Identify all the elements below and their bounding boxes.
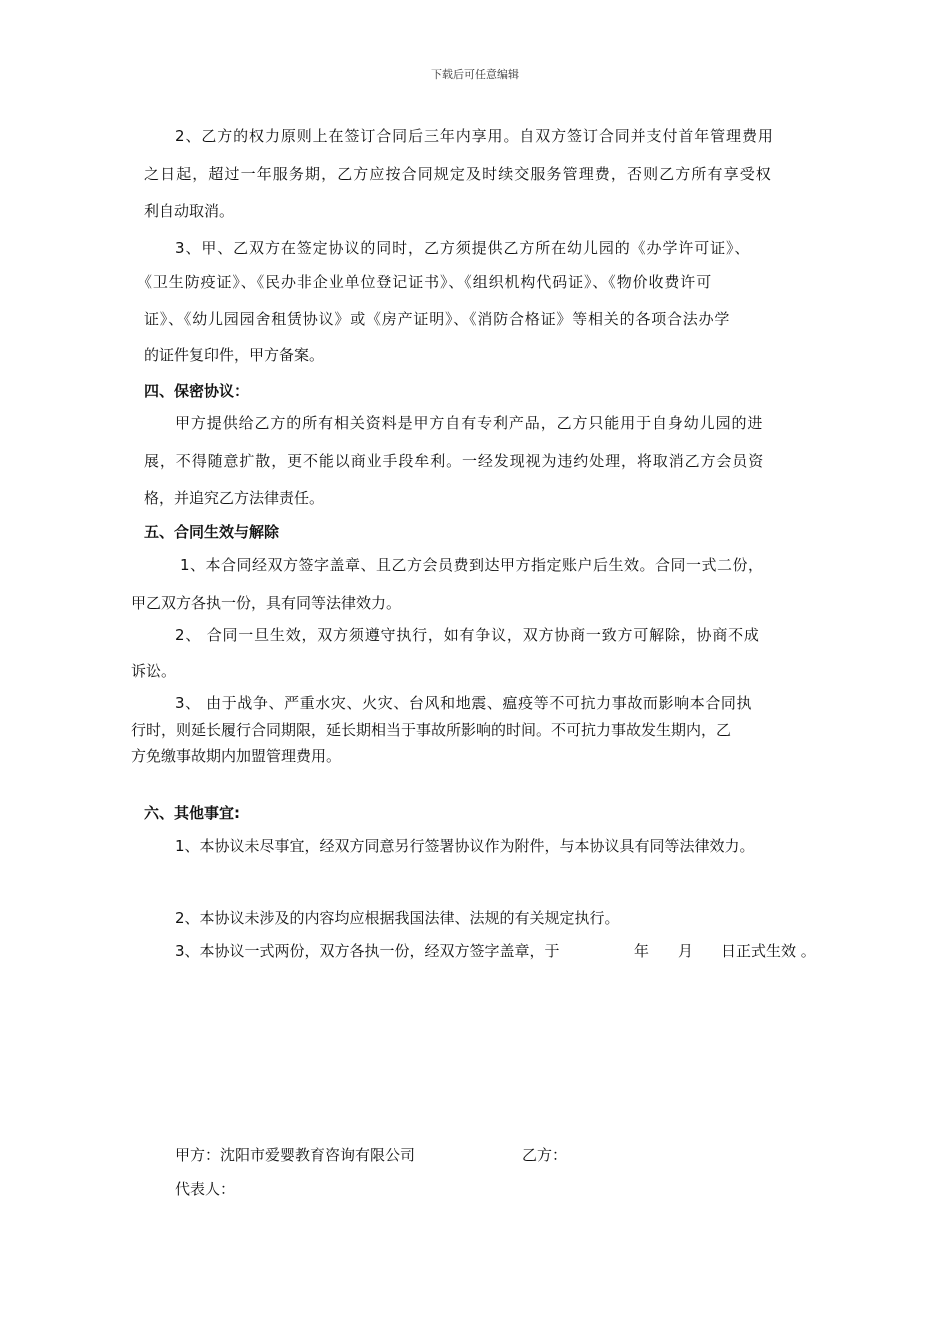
paragraph-line: 诉讼。 [131, 662, 177, 680]
date-year-label: 年 [634, 942, 650, 960]
paragraph-line: 之日起，超过一年服务期，乙方应按合同规定及时续交服务管理费，否则乙方所有享受权 [144, 165, 772, 183]
paragraph-line: 甲方提供给乙方的所有相关资料是甲方自有专利产品，乙方只能用于自身幼儿园的进 [175, 414, 764, 432]
paragraph-line: 甲乙双方各执一份，具有同等法律效力。 [131, 594, 402, 612]
paragraph-line: 日正式生效 。 [721, 942, 816, 960]
paragraph-line: 1、本合同经双方签字盖章、且乙方会员费到达甲方指定账户后生效。合同一式二份， [180, 556, 764, 574]
section-heading: 六、其他事宜: [144, 804, 240, 822]
paragraph-line: 的证件复印件，甲方备案。 [144, 346, 325, 364]
paragraph-line: 1、本协议未尽事宜，经双方同意另行签署协议作为附件，与本协议具有同等法律效力。 [175, 837, 755, 855]
paragraph-line: 格，并追究乙方法律责任。 [144, 489, 325, 507]
paragraph-line: 方免缴事故期内加盟管理费用。 [131, 747, 342, 765]
date-month-label: 月 [678, 942, 694, 960]
paragraph-line: 展，不得随意扩散，更不能以商业手段牟利。一经发现视为违约处理，将取消乙方会员资 [144, 452, 765, 470]
section-heading: 四、保密协议： [144, 382, 250, 400]
page-header: 下载后可任意编辑 [431, 68, 519, 81]
paragraph-line: 行时，则延长履行合同期限，延长期相当于事故所影响的时间。不可抗力事故发生期内，乙 [131, 721, 732, 739]
party-a-label: 甲方：沈阳市爱婴教育咨询有限公司 [175, 1146, 416, 1164]
paragraph-line: 3、 由于战争、严重水灾、火灾、台风和地震、瘟疫等不可抗力事故而影响本合同执 [175, 694, 753, 712]
paragraph-line: 《卫生防疫证》、《民办非企业单位登记证书》、《组织机构代码证》、《物价收费许可 [137, 273, 713, 291]
paragraph-line: 3、甲、乙双方在签定协议的同时，乙方须提供乙方所在幼儿园的《办学许可证》、 [175, 239, 751, 257]
paragraph-line: 利自动取消。 [144, 202, 235, 220]
paragraph-line: 2、 合同一旦生效，双方须遵守执行，如有争议，双方协商一致方可解除，协商不成 [175, 626, 760, 644]
paragraph-line: 2、乙方的权力原则上在签订合同后三年内享用。自双方签订合同并支付首年管理费用 [175, 127, 774, 145]
party-b-label: 乙方： [522, 1146, 568, 1164]
section-heading: 五、合同生效与解除 [144, 523, 280, 541]
paragraph-line: 证》、《幼儿园园舍租赁协议》或《房产证明》、《消防合格证》等相关的各项合法办学 [144, 310, 731, 328]
paragraph-line: 3、本协议一式两份，双方各执一份，经双方签字盖章，于 [175, 942, 560, 960]
representative-label: 代表人： [175, 1180, 236, 1198]
paragraph-line: 2、本协议未涉及的内容均应根据我国法律、法规的有关规定执行。 [175, 909, 620, 927]
